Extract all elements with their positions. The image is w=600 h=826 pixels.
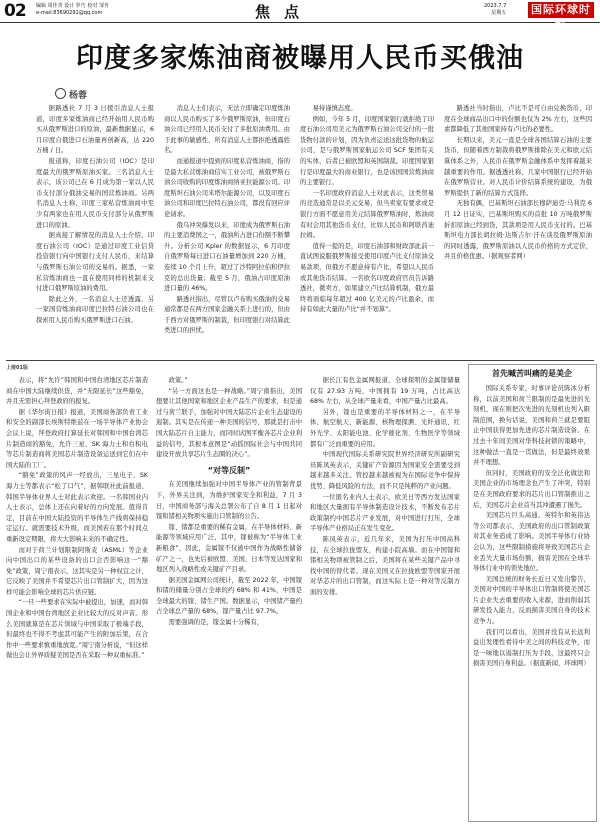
paragraph: 据真接了解情况的消息人士介绍，印度石油公司（IOC）是通过印度工业信贷投资银行向中国银行支付人民币，来结算与俄罗斯石油公司的交易的。据悉，一家私营炼油商也一直在使用同样的机制来支付进口俄罗斯原油的费用。 xyxy=(36,232,154,293)
paragraph: 一位匿名业内人士表示，欧美日等西方发达国家和地区大量拥有半导体制造设计技术，不断发布芯片政策制约中国芯片产业发展，对中国进行打压，全球半导体产业格局正在发生变化。 xyxy=(310,493,460,533)
paragraph: 另外，镓也是重要的半导体材料之一，在半导体、航空航天、新能源、核物理探测、光纤通讯、红外光学、太阳能电池、化学催化剂、生物医学等领域都有广泛而重要的应用。 xyxy=(310,408,460,448)
paragraph: 路透社当时指出，卢比不是可自由兑换货币，印度在全球商品出口中的份额也仅为 2% 左右，这些因素都降低了其他国家持有卢比的必要性。 xyxy=(444,105,592,134)
paragraph: “另一方面这也是一种战略。”周宁南指出，美国想要让其他国家和地区企业产品生产的要求，但是通过与荷兰联手，加强对中国大陆芯片企业生态建设的遏制。其实是在传递一种美国的信号，那就是打击中国大陆芯片自主能力，而同时试图平衡各芯片企业利益的信号，其根本意图是“动摇国际社会与中国共同建设开放共享芯片生态圈的决心”。 xyxy=(156,387,302,459)
paragraph: 而对于荷兰计划限制阿斯麦（ASML）等企业向中国出口的某些设备的出口会否影响这一“豁免”政策，周宁南表示，这其实是另一种权宜之计，它反映了美国并不希望芯片出口管制扩大，因为这样可能会影响全球的芯片供应链。 xyxy=(6,546,148,596)
paragraph: 中国现代国际关系研究院世界经济研究所副研究员陈凤英表示，关键矿产资源因为国家安全需要受到越来越多关注。管控越来越被视为在国际竞争中保持优势、降低风险的方法，而不只是纯粹的产业问题。 xyxy=(310,451,460,490)
weekday-line: 星期五 xyxy=(491,10,507,16)
paragraph: 据路透社 7 月 3 日援引消息人士报道，印度多家炼油商已经开始用人民币购买从俄罗斯进口的原油，最新数据显示，6 月印度自俄进口石油量再创新高，达 220 万桶 / 日。 xyxy=(36,105,154,155)
paragraph: 我们可以看出，美国并没有从长远利益出发理性看待中美之间的科技竞争，而是一味地以遏制打压为手段，这最终只会损害美国自身利益。（据直新闻、环球网） xyxy=(473,628,590,668)
paragraph: 需要强调的是，镓金属十分稀有， xyxy=(168,619,264,627)
paragraph: 政策。” xyxy=(168,377,188,384)
article-column-4 xyxy=(444,104,592,354)
paragraph: 但同时，美国政府的安全泛化做法和美国企业的市场理念也产生了冲突，特别是在美国政府要求的芯片出口管制推出之后，美国芯片企业首当其冲遭遇了损失。 xyxy=(473,469,590,509)
paragraph: 在美国继续加强对中国半导体产业的管制背景下，外界关注到，为维护国家安全和利益，7 月 3 日，中国商务部与海关总署公布了自 8 月 1 日起对镓和锗相关物项实施出口管制的公告。 xyxy=(156,481,302,521)
paragraph: 美国芯片巨头高通、英特尔和英伟达等公司都表示，美国政府的出口管制政策对其业务造成了影响。美国半导体行业协会认为，这些限制措施将导致美国芯片企业丢失大量市场份额，损害美国在全球半导体行业中的领先地位。 xyxy=(473,512,590,573)
subheading: “对等反制” xyxy=(207,465,251,475)
masthead-logo: 国际环球时报 xyxy=(528,2,594,18)
paragraph: 一名印度政府消息人士对此表示，这类贸易的竞选通常是以美元交易，但当卖家有要求或是银行方面不愿意用美元结算俄罗斯油时，炼油商有时会用其他货币支付，比如人民币和阿联酋迪拉姆。 xyxy=(300,189,434,240)
paragraph: 镓、锗都是重要的稀有金属，在半导体材料、新能源等领域应用广泛，其中，镓被称为“半导体工业新粮食”，因此，金属镓不仅被中国作为战略性储备矿产之一，也先后被欧盟、美国、日本等发达国家和地区列入战略性或关键矿产目录。 xyxy=(156,523,302,574)
sidebar-body xyxy=(473,384,590,816)
paragraph: 例如，今年 5 月，印度国家银行就拒绝了印度石油公司用美元为俄罗斯石油公司交付的一批货物付款的计划，因为负责运送这批货物的航运公司，是与俄罗斯国家航运公司 SCF 集团有关的实体，后者已被欧盟和英国制裁。印度国家银行是印度最大的商业银行，也是该国国营炼油商的主要银行。 xyxy=(300,115,434,187)
bottom-column-1 xyxy=(6,376,148,820)
paragraph: “豁免”政策的风声一经放出，三星电子、SK 海力士等都表示“松了口气”，据韩联社此前报道，韩国半导体业界人士对此表示欢迎。一名韩国业内人士表示，总体上还在向着好的方向发展。值得肯定，目前在中国大陆投资的半导体生产线将保持稳定运行。就需要技术升级，而美国若在那个时间点重新设定期限，将大大影响未来的不确定性。 xyxy=(6,472,148,543)
article-column-2 xyxy=(164,104,290,354)
author-icon xyxy=(55,88,66,99)
continued-label: 上接01版 xyxy=(6,365,28,371)
bottom-column-2 xyxy=(156,376,302,820)
byline xyxy=(55,88,87,101)
paragraph: 据长江有色金属网报道，全球探明的金属镓储量仅有 27.93 万吨，中国拥有 19 万吨，占比高达 68% 左右，从全球产量来看，中国产量占比最高。 xyxy=(310,377,460,406)
editor-line: 编辑 周佳青 设计 罗巧 校对 邹舟 xyxy=(36,3,109,9)
editor-credits xyxy=(36,3,109,17)
paragraph: 表示，将“允许”韩国和中国台湾地区芯片制造商在中国大陆继续供货，并“无限延长”这些豁免，并且无需担心拜登政府的报复。 xyxy=(6,377,148,406)
paragraph: 路透社指出，尽管以卢布购买俄油的交易通常都是在两方国家金融关系上进行的，但由于西方对俄罗斯的制裁，但印度银行对结算此类进口的担忧。 xyxy=(164,295,290,335)
issue-date xyxy=(484,3,506,17)
paragraph: 无独有偶，巴基斯坦石油部长穆萨迪克·马利克 6 月 12 日证实，巴基斯坦购买的首批 10 万吨俄罗斯折扣原油已经到货，其款项是用人民币支付的。巴基斯坦电力部长胡拉姆·达斯吉尔·汗在谈及俄罗斯原油的同时透露，俄罗斯原油以人民币价格的方式定价，并且价格优惠。（据观察者网） xyxy=(444,200,592,261)
paragraph: 俄乌冲突爆发以来，印度成为俄罗斯石油的主要消费国之一，俄油所占进口份额不断攀升。分析公司 Kpler 的数据显示，6 月印度自俄罗斯每日进口石油量增加到 220 万桶，连续 10 个月上升，超过了沙特阿拉伯和伊拉克的总出货量；截至 5 月，俄油占印度原油进口量的 46%。 xyxy=(164,221,290,293)
paragraph: 除此之外，一名消息人士还透露，另一家国营炼油商印度巴拉特石油公司也在探索用人民币购买俄罗斯进口石油。 xyxy=(36,295,154,324)
paragraph: 消息人士们表示，无法立即确定印度炼油商以人民币购买了多少俄罗斯原油，但印度石油公司已经用人民币支付了多批原油费用。由于此事的敏感性，所有消息人士都拒绝透露姓名。 xyxy=(164,105,290,155)
paragraph: 据《华尔街日报》报道，美国商务部负责工业和安全的副部长埃斯特维兹在一场半导体产业协会会议上说，拜登政府打算延长对韩国和中国台湾芯片制造商的豁免，允许三星、SK 海力士和台积电等芯片制造商将美国芯片制造设备运送到它们在中国大陆的工厂。 xyxy=(6,408,148,469)
sidebar-title: 首先喊苦叫痛的是美企 xyxy=(492,369,572,378)
paragraph: 值得一提的是，印度石油部和财政部此前一直试图说服俄罗斯接受使用印度卢比支付原油交易款项，但俄方不愿意持有卢比，希望以人民币或其他货币结算。一名欧名印度政府官员告诉路透社，微卖方，如果建立卢比结算机制，俄方最终将面临每年超过 400 亿美元的卢比盈余，而持有如此大量的卢比“并不划算”。 xyxy=(300,242,434,314)
page-header xyxy=(0,0,600,32)
article-column-3 xyxy=(300,104,434,354)
paragraph: 美国总统的财务长近日又发出警告，美国对中国的半导体出口管制将使美国芯片企业失去重要的收入来源，进而削弱其研发投入能力，反而损害美国自身的技术竞争力。 xyxy=(473,575,590,626)
email-line: e-mail:83690291@qq.com xyxy=(36,10,103,16)
page-number: 02 xyxy=(4,1,26,21)
paragraph: 易持谨慎态度。 xyxy=(312,105,357,112)
byline-name: 杨蓉 xyxy=(69,91,88,101)
section-divider xyxy=(6,360,594,361)
paragraph: 而通报道中提到的印度私营炼油商，指的是最大私营炼油商信实工业公司、被俄罗斯石油公司收购的印度炼油商纳亚拉能源公司。印度斯坦石油公司米塔尔能源公司，以及印度石油公司和印度巴拉特石油公司，都没有回应评论请求。 xyxy=(164,157,290,218)
bottom-column-3 xyxy=(310,376,460,820)
paragraph: 长期以来，美元一直是全球各国结算石油的主要货币，但随着西方制裁将俄罗斯排除在美元和欧元结算体系之外，人民币在俄罗斯金融体系中发挥着越来越重要的作用。据透透社称，几家中国银行已经开始在俄罗斯营业。对人民币计价结算系统的建设，为俄罗斯提供了新的结算方式选择。 xyxy=(444,136,592,197)
article-column-1 xyxy=(36,104,154,354)
paragraph: 陈凤英表示，近几年来，美国为打压中国高科技，在全球拉拢盟友，构建小院高墙。而在中国镓和锗相关物项被管制之后，美国将在某些关键产品中寻找中国的替代者。现在美国又在拉拢欧盟等国家开展对华芯片的出口管制，而这实际上是一种对等反制方面的安排。 xyxy=(310,535,460,596)
paragraph: 报道称，印度石油公司（IOC）是印度最大的俄罗斯原油买家。三名消息人士表示，该公司已在 6 月成为第一家以人民币支付部分俄油交易的国营炼油商。另两名消息人士称，印度三家私营炼油商中至少有两家也在用人民币支付部分从俄罗斯进口的原油。 xyxy=(36,157,154,229)
headline: 印度多家炼油商被曝用人民币买俄油 xyxy=(76,43,524,74)
paragraph: 据美国金属网公司统计，截至 2022 年，中国镓和锗的储量分别占全球的约 68% 和 41%，中国是全球最大的镓、锗生产国。数据显示，中国锗产量约占全球总产量的 68%，镓产量占比 97.7%。 xyxy=(156,576,302,616)
section-title: 焦点 xyxy=(255,3,314,21)
date-line: 2023.7.7 xyxy=(484,3,507,9)
paragraph: 国际关系专家，时事评论员陈冰分析称，以前美国和荷兰限制的是最先进的光刻机，现在则把次先进的光刻机也列入限制范围，换句话说，美国和荷兰就是要阻止中国获得更加先进的芯片制造设备。在过去十年间美国对华科技封锁的策略中，这种做法一直是一贯做法，但是最终效果并不理想。 xyxy=(473,385,590,467)
paragraph: “一旦一些要求在实际中被提出，加速，而对韩国企业和中国台湾地区企业比较大的反对声音。形么美国就算是在芯片领域与中国采取了极端手段，但最终也不得不考虑其可能产生的附加后果，在合作中一些要求慎重地放宽。”周宁南分析说，“但这样做也会让外界质疑美国是否在采取一种双重标准。” xyxy=(6,599,148,660)
